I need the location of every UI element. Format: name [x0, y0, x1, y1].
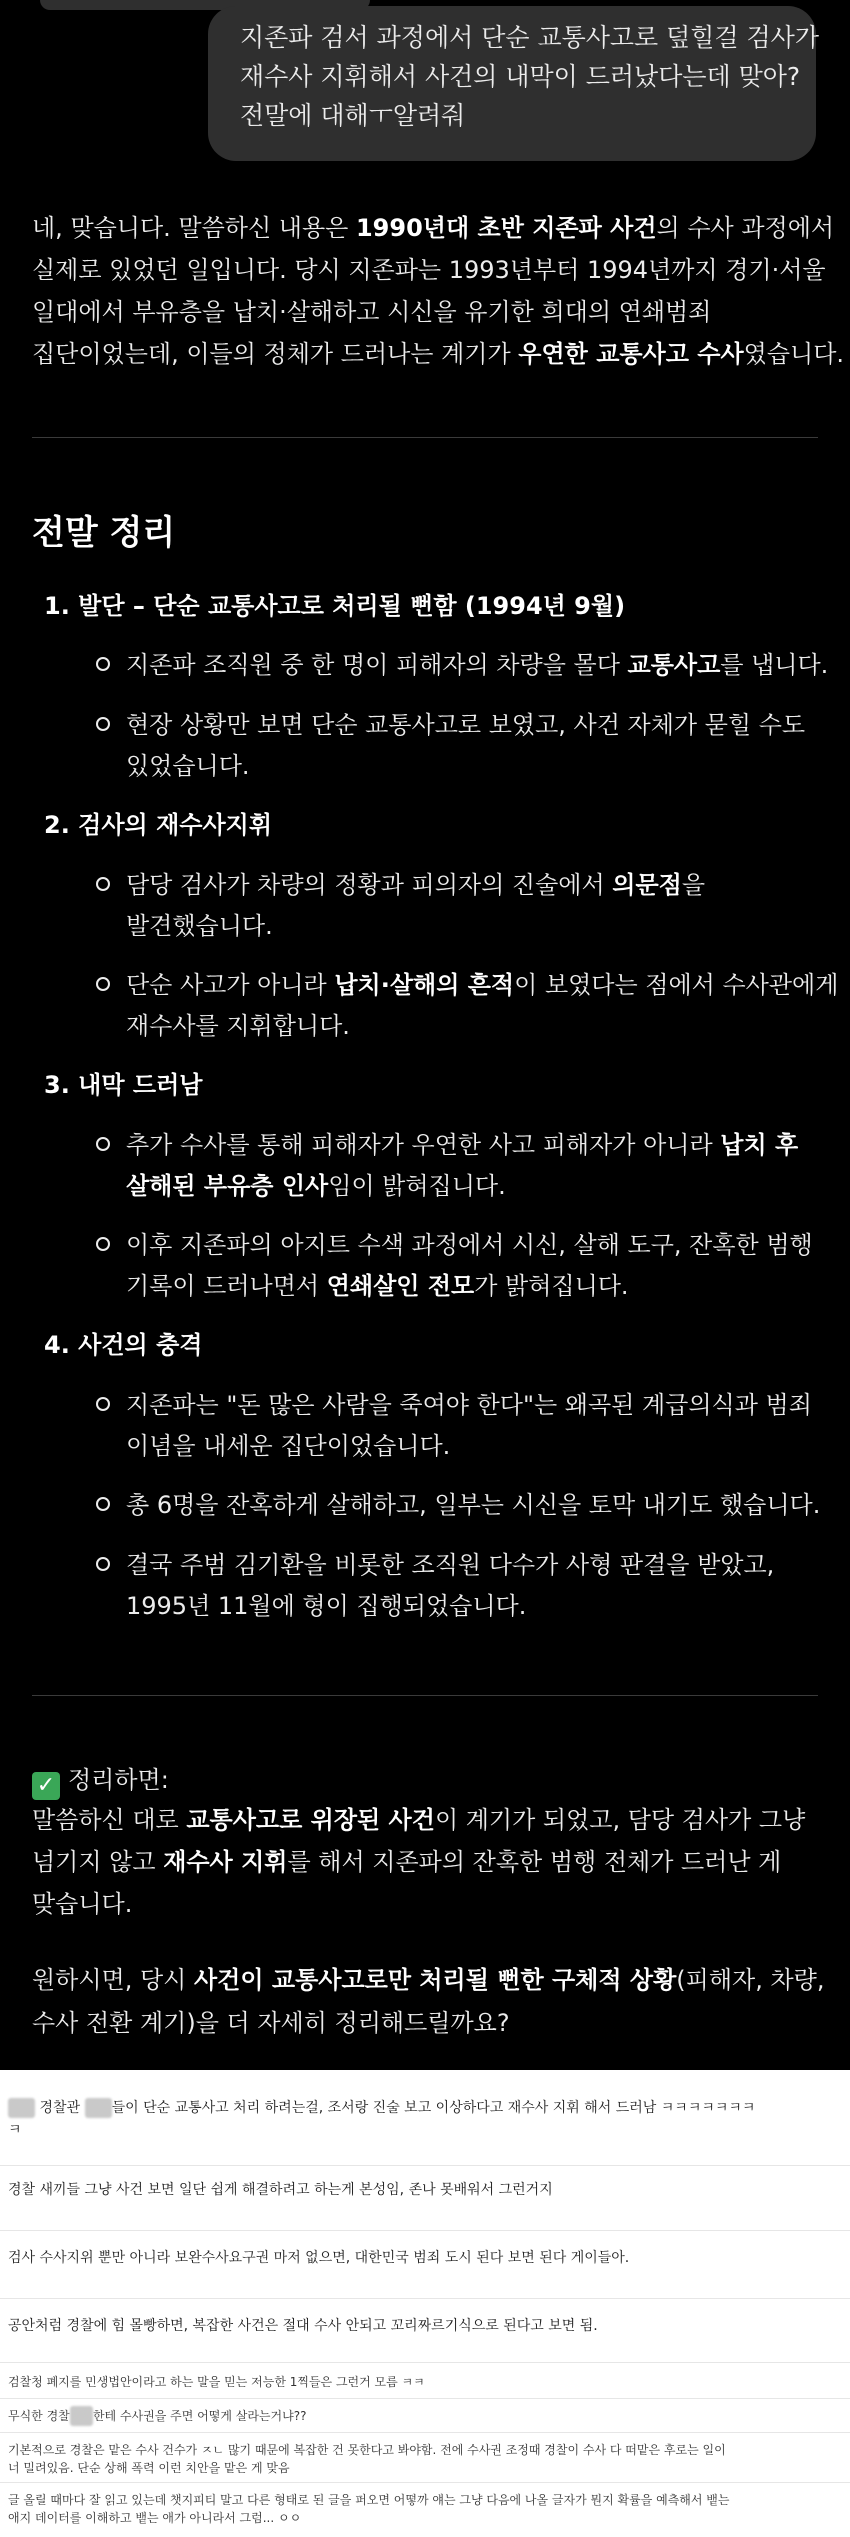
section-title: 4. 사건의 충격: [44, 1331, 203, 1359]
bullet-line: 이념을 내세운 집단이었습니다.: [126, 1432, 451, 1460]
comment-divider: [0, 2432, 850, 2433]
bullet-line: 지존파는 "돈 많은 사람을 죽여야 한다"는 왜곡된 계급의식과 범죄: [126, 1391, 812, 1419]
bullet-icon: [96, 877, 110, 891]
comment: 무식한 경찰 한테 수사권을 주면 어떻게 살라는거냐??: [8, 2406, 306, 2426]
comment-divider: [0, 2298, 850, 2299]
comment: 검사 수사지위 뿐만 아니라 보완수사요구권 마저 없으면, 대한민국 범죄 도시 된다 보면 된다 게이들아.: [8, 2250, 630, 2266]
comment-continuation: 너 밀려있음. 단순 상해 폭력 이런 치안을 맡은 게 맞음: [8, 2461, 290, 2475]
bullet-line: 현장 상황만 보면 단순 교통사고로 보였고, 사건 자체가 묻힐 수도: [126, 711, 806, 739]
comment-divider: [0, 2230, 850, 2231]
bullet-icon: [96, 717, 110, 731]
bullet-line: 재수사를 지휘합니다.: [126, 1012, 350, 1040]
bullet-icon: [96, 1397, 110, 1411]
answer-intro-line: 네, 맞습니다. 말씀하신 내용은 1990년대 초반 지존파 사건의 수사 과정에서: [32, 214, 835, 242]
bullet-icon: [96, 1497, 110, 1511]
summary-line: 말씀하신 대로 교통사고로 위장된 사건이 계기가 되었고, 담당 검사가 그냥: [32, 1806, 806, 1834]
comment-divider: [0, 2398, 850, 2399]
divider: [32, 1695, 818, 1696]
bullet-icon: [96, 977, 110, 991]
divider: [32, 437, 818, 438]
bullet-line: 담당 검사가 차량의 정황과 피의자의 진술에서 의문점을: [126, 871, 706, 899]
comment: 검찰청 폐지를 민생법안이라고 하는 말을 믿는 저능한 1찍들은 그런거 모름 ㅋㅋ: [8, 2375, 425, 2389]
comment-divider: [0, 2165, 850, 2166]
bullet-line: 추가 수사를 통해 피해자가 우연한 사고 피해자가 아니라 납치 후: [126, 1131, 799, 1159]
bullet-line: 총 6명을 잔혹하게 살해하고, 일부는 시신을 토막 내기도 했습니다.: [126, 1491, 821, 1519]
comment: 공안처럼 경찰에 힘 몰빵하면, 복잡한 사건은 절대 수사 안되고 꼬리짜르기식으로 된다고 보면 됨.: [8, 2318, 598, 2334]
answer-intro-line: 집단이었는데, 이들의 정체가 드러나는 계기가 우연한 교통사고 수사였습니다.: [32, 340, 845, 368]
section-title: 2. 검사의 재수사지휘: [44, 811, 272, 839]
bullet-line: 있었습니다.: [126, 752, 250, 780]
bullet-icon: [96, 1557, 110, 1571]
bullet-icon: [96, 657, 110, 671]
user-message-line: 지존파 검서 과정에서 단순 교통사고로 덮힐걸 검사가: [240, 23, 819, 52]
blurred-text: [8, 2098, 35, 2118]
bullet-line: 살해된 부유층 인사임이 밝혀집니다.: [126, 1172, 506, 1200]
comment-continuation: ㅋ: [8, 2122, 22, 2138]
bullet-icon: [96, 1137, 110, 1151]
user-message-line: 재수사 지휘해서 사건의 내막이 드러났다는데 맞아?: [240, 62, 801, 91]
bullet-line: 기록이 드러나면서 연쇄살인 전모가 밝혀집니다.: [126, 1272, 629, 1300]
summary-label: ✓ 정리하면:: [32, 1760, 169, 1800]
comment: 경찰 새끼들 그냥 사건 보면 일단 쉽게 해결하려고 하는게 본성임, 존나 못배워서 그런거지: [8, 2182, 553, 2198]
blurred-text: [85, 2098, 112, 2118]
answer-intro-line: 일대에서 부유층을 납치·살해하고 시신을 유기한 희대의 연쇄범죄: [32, 298, 712, 326]
offer-line: 원하시면, 당시 사건이 교통사고로만 처리될 뻔한 구체적 상황(피해자, 차량,: [32, 1966, 825, 1994]
comment: 기본적으로 경찰은 맡은 수사 건수가 ㅈㄴ 많기 때문에 복잡한 건 못한다고 봐야함. 전에 수사권 조정때 경찰이 수사 다 떠맡은 후로는 일이: [8, 2443, 726, 2457]
section-title: 1. 발단 – 단순 교통사고로 처리될 뻔함 (1994년 9월): [44, 592, 626, 620]
summary-line: 넘기지 않고 재수사 지휘를 해서 지존파의 잔혹한 범행 전체가 드러난 게: [32, 1848, 782, 1876]
user-message-bubble: [208, 6, 819, 161]
check-icon: ✓: [32, 1772, 60, 1800]
summary-line: 맞습니다.: [32, 1890, 133, 1918]
bullet-icon: [96, 1237, 110, 1251]
bullet-line: 이후 지존파의 아지트 수색 과정에서 시신, 살해 도구, 잔혹한 범행: [126, 1231, 813, 1259]
comment-divider: [0, 2482, 850, 2483]
section-heading: 전말 정리: [32, 513, 176, 553]
user-message-line: 전말에 대해ㅜ알려줘: [240, 101, 466, 130]
bullet-line: 발견했습니다.: [126, 912, 273, 940]
blurred-text: [70, 2406, 93, 2426]
bullet-line: 결국 주범 김기환을 비롯한 조직원 다수가 사형 판결을 받았고,: [126, 1551, 775, 1579]
section-title: 3. 내막 드러남: [44, 1071, 203, 1099]
comment: 경찰관 들이 단순 교통사고 처리 하려는걸, 조서랑 진술 보고 이상하다고 재수사 지휘 해서 드러남 ㅋㅋㅋㅋㅋㅋㅋ: [8, 2098, 755, 2118]
comment-divider: [0, 2362, 850, 2363]
comment: 글 올릴 때마다 잘 읽고 있는데 챗지피티 말고 다른 형태로 된 글을 퍼오면 어떻까 얘는 그냥 다음에 나올 글자가 뭔지 확률을 예측해서 뱉는: [8, 2493, 730, 2507]
bullet-line: 지존파 조직원 중 한 명이 피해자의 차량을 몰다 교통사고를 냅니다.: [126, 651, 829, 679]
bullet-line: 1995년 11월에 형이 집행되었습니다.: [126, 1592, 527, 1620]
answer-intro-line: 실제로 있었던 일입니다. 당시 지존파는 1993년부터 1994년까지 경기·서울: [32, 256, 826, 284]
offer-line: 수사 전환 계기)을 더 자세히 정리해드릴까요?: [32, 2009, 510, 2037]
comment-section: [0, 2070, 850, 2537]
comment-continuation: 애지 데이터를 이해하고 뱉는 애가 아니라서 그럼... ㅇㅇ: [8, 2511, 302, 2525]
bullet-line: 단순 사고가 아니라 납치·살해의 흔적이 보였다는 점에서 수사관에게: [126, 971, 839, 999]
